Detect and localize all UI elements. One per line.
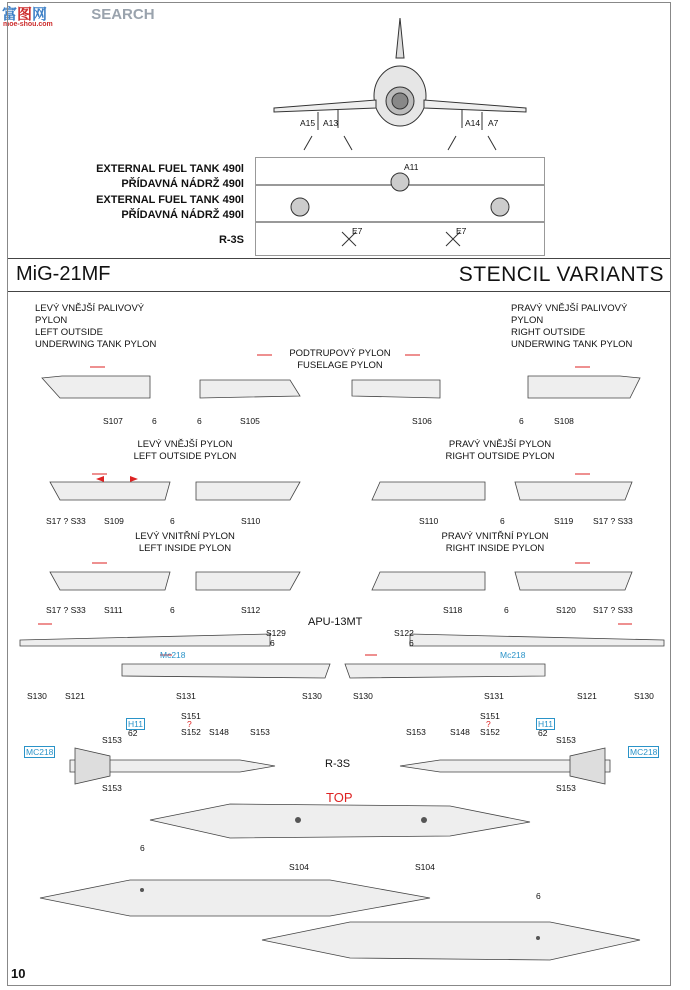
r3s-s148-right: S148 — [450, 727, 470, 737]
watermark-site: moe-shou.com — [3, 21, 53, 28]
pylon-right-tank — [528, 376, 640, 398]
apu-s129: S129 — [266, 628, 286, 638]
right-outside-en: RIGHT OUTSIDE PYLON — [445, 451, 555, 462]
apu-title: APU-13MT — [308, 616, 363, 628]
tank-side-left — [40, 880, 430, 916]
apu-6b: 6 — [409, 638, 414, 648]
tank-6-left: 6 — [140, 843, 145, 853]
r3s-s153-left-b: S153 — [102, 783, 122, 793]
ri-s118: S118 — [443, 605, 463, 615]
right-inside-caption — [420, 531, 570, 555]
label-a7: A7 — [488, 118, 499, 128]
right-tank-en: RIGHT OUTSIDE — [511, 327, 586, 338]
loadout-row-1-en: EXTERNAL FUEL TANK 490l — [96, 163, 244, 175]
loadout-row-3: R-3S — [218, 234, 244, 246]
s106: S106 — [412, 416, 432, 426]
watermark-char: 图 — [17, 6, 33, 23]
apu-s130c: S130 — [353, 691, 373, 701]
right-tank-cz: PRAVÝ VNĚJŠÍ PALIVOVÝ — [511, 303, 628, 314]
r3s-title: R-3S — [325, 758, 351, 770]
section-title: STENCIL VARIANTS — [458, 263, 664, 286]
pylon-fuselage-right — [352, 380, 440, 398]
li-s17: S17 ? S33 — [46, 605, 86, 615]
pylon-right-inside-2 — [515, 572, 632, 590]
r3s-s153-left-top: S153 — [250, 727, 270, 737]
right-tank-caption — [511, 303, 632, 351]
right-inside-en: RIGHT INSIDE PYLON — [445, 543, 545, 554]
left-inside-caption — [110, 531, 260, 555]
left-tank-cz: LEVÝ VNĚJŠÍ PALIVOVÝ — [35, 303, 145, 314]
r3s-s151-left: S151 — [181, 711, 201, 721]
r3s-62-left: 62 — [128, 728, 138, 738]
right-tank-6: 6 — [519, 416, 524, 426]
r3s-h11-left: H11 — [128, 719, 143, 729]
lo-s110: S110 — [241, 516, 261, 526]
left-tank-caption — [35, 303, 156, 351]
label-a15: A15 — [300, 118, 316, 128]
apu-s131b: S131 — [484, 691, 504, 701]
s105: S105 — [240, 416, 260, 426]
apu-s121b: S121 — [577, 691, 597, 701]
ri-s120: S120 — [556, 605, 576, 615]
code-a11: A11 — [404, 162, 419, 172]
r3s-s148-left: S148 — [209, 727, 229, 737]
lo-s17: S17 ? S33 — [46, 516, 86, 526]
apu-lower-left — [122, 664, 330, 678]
watermark-char: 富 — [2, 6, 18, 23]
pylon-left-outside — [50, 482, 170, 500]
left-outside-en: LEFT OUTSIDE PYLON — [133, 451, 237, 462]
fuselage-en: FUSELAGE PYLON — [297, 360, 383, 371]
left-outside-cz: LEVÝ VNĚJŠÍ PYLON — [137, 439, 233, 450]
right-outside-caption — [425, 439, 575, 463]
left-tank-6: 6 — [152, 416, 157, 426]
fuselage-cz: PODTRUPOVÝ PYLON — [289, 348, 391, 359]
loadout-row-1-cz: PŘÍDAVNÁ NÁDRŽ 490l — [121, 178, 244, 190]
pylon-left-inside-2 — [196, 572, 300, 590]
loadout-row-2-cz: PŘÍDAVNÁ NÁDRŽ 490l — [121, 209, 244, 221]
s107: S107 — [103, 416, 123, 426]
loadout-row-1 — [70, 162, 244, 192]
left-inside-en: LEFT INSIDE PYLON — [138, 543, 232, 554]
r3s-62-right: 62 — [538, 728, 548, 738]
r3s-s152-left: S152 — [181, 727, 201, 737]
ro-6: 6 — [500, 516, 505, 526]
r3s-s153-left-a: S153 — [102, 735, 122, 745]
loadout-row-2-en: EXTERNAL FUEL TANK 490l — [96, 194, 244, 206]
r3s-q-left: ? — [187, 719, 192, 729]
r3s-mc218-left: MC218 — [26, 747, 54, 757]
apu-s121a: S121 — [65, 691, 85, 701]
r3s-mc218-right: MC218 — [630, 747, 658, 757]
apu-s122: S122 — [394, 628, 414, 638]
apu-s130d: S130 — [634, 691, 654, 701]
fuselage-6: 6 — [197, 416, 202, 426]
ri-6: 6 — [504, 605, 509, 615]
lo-s109: S109 — [104, 516, 124, 526]
tank-side-right — [262, 922, 640, 960]
pylon-right-outside — [372, 482, 485, 500]
right-outside-cz: PRAVÝ VNĚJŠÍ PYLON — [448, 439, 552, 450]
li-6: 6 — [170, 605, 175, 615]
ro-s110: S110 — [419, 516, 439, 526]
watermark-search: SEARCH — [91, 6, 155, 23]
ro-s17: S17 ? S33 — [593, 516, 633, 526]
model-title: MiG-21MF — [16, 263, 111, 285]
top-label: TOP — [326, 790, 353, 805]
apu-lower-right — [345, 664, 545, 678]
li-s111: S111 — [104, 605, 123, 615]
pylon-left-outside-2 — [196, 482, 300, 500]
right-inside-cz: PRAVÝ VNITŘNÍ PYLON — [441, 531, 549, 542]
s108: S108 — [554, 416, 574, 426]
r3s-s153-right-a: S153 — [556, 735, 576, 745]
left-outside-caption — [110, 439, 260, 463]
pylon-right-outside-2 — [515, 482, 632, 500]
left-tank-cz2: PYLON — [35, 315, 68, 326]
left-tank-en: LEFT OUTSIDE — [35, 327, 103, 338]
r3s-s151-right: S151 — [480, 711, 500, 721]
r3s-s153-right-top: S153 — [406, 727, 426, 737]
page-number: 10 — [11, 966, 26, 981]
left-inside-cz: LEVÝ VNITŘNÍ PYLON — [135, 531, 235, 542]
tank-6-right: 6 — [536, 891, 541, 901]
r3s-q-right: ? — [486, 719, 491, 729]
aircraft-wing-left — [274, 100, 376, 112]
lo-6: 6 — [170, 516, 175, 526]
tank-s104-left: S104 — [289, 862, 309, 872]
tank-top — [150, 804, 530, 838]
loadout-table — [255, 157, 545, 256]
section-header — [8, 258, 670, 292]
code-e7-right: E7 — [456, 226, 467, 236]
apu-rail-right — [410, 634, 664, 646]
apu-6a: 6 — [270, 638, 275, 648]
ri-s17: S17 ? S33 — [593, 605, 633, 615]
aircraft-fin — [396, 18, 404, 58]
pylon-left-tank — [42, 376, 150, 398]
pylon-fuselage-left — [200, 380, 300, 398]
pylon-right-inside — [372, 572, 485, 590]
apu-mc218-right: Mc218 — [500, 650, 526, 660]
watermark-char: 网 — [32, 6, 48, 23]
code-e7-left: E7 — [352, 226, 363, 236]
apu-rail-left — [20, 634, 270, 646]
apu-s130b: S130 — [302, 691, 322, 701]
label-a13: A13 — [323, 118, 339, 128]
r3s-s152-right: S152 — [480, 727, 500, 737]
pylon-left-inside — [50, 572, 170, 590]
right-tank-cz2: PYLON — [511, 315, 544, 326]
apu-s131a: S131 — [176, 691, 196, 701]
fuselage-caption — [270, 348, 410, 372]
aircraft-wing-right — [424, 100, 526, 112]
li-s112: S112 — [241, 605, 261, 615]
right-tank-en2: UNDERWING TANK PYLON — [511, 339, 633, 350]
apu-s130a: S130 — [27, 691, 47, 701]
ro-s119: S119 — [554, 516, 574, 526]
tank-s104-right: S104 — [415, 862, 435, 872]
label-a14: A14 — [465, 118, 481, 128]
loadout-row-2 — [70, 193, 244, 223]
left-tank-en2: UNDERWING TANK PYLON — [35, 339, 157, 350]
r3s-h11-right: H11 — [538, 719, 553, 729]
apu-mc218-left: Mc218 — [160, 650, 186, 660]
r3s-s153-right-b: S153 — [556, 783, 576, 793]
